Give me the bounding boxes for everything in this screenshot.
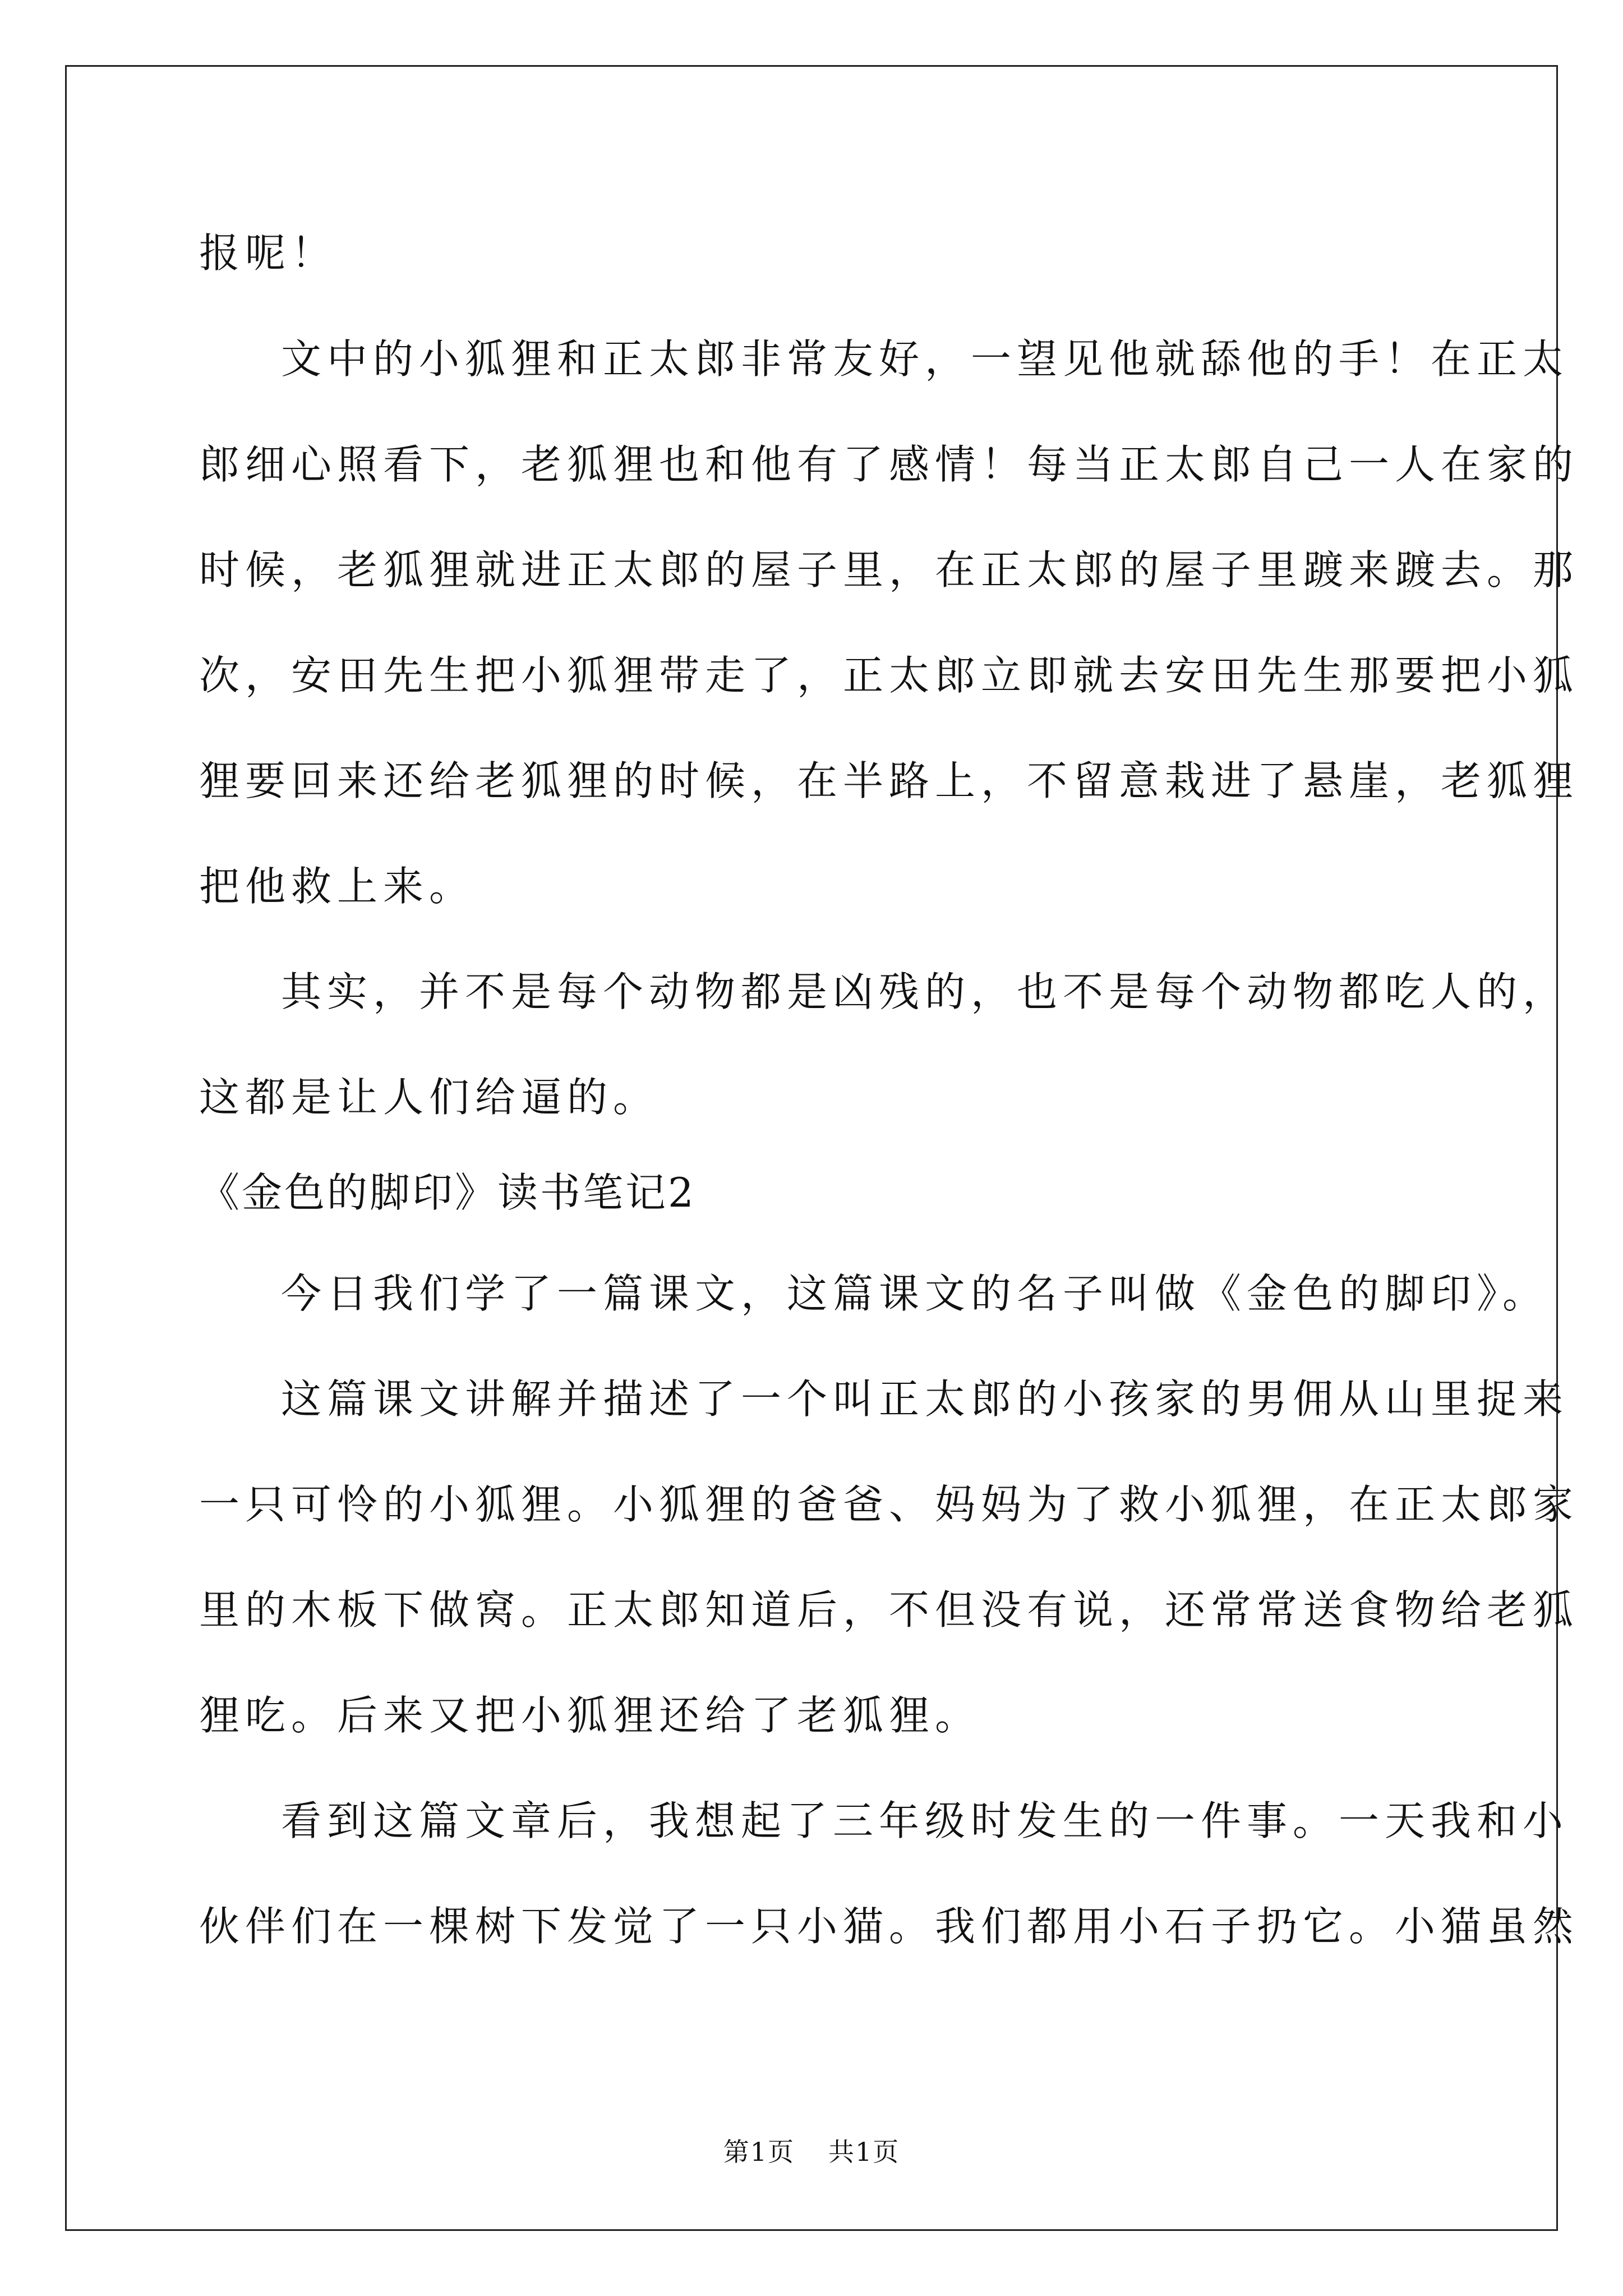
paragraph-start-line: 今日我们学了一篇课文，这篇课文的名子叫做《金色的脚印》。 [281,1270,1549,1317]
text-line: 一只可怜的小狐狸。小狐狸的爸爸、妈妈为了救小狐狸，在正太郎家 [199,1481,1579,1528]
text-line: 时候，老狐狸就进正太郎的屋子里，在正太郎的屋子里踱来踱去。那 [199,546,1579,593]
paragraph-start-line: 其实，并不是每个动物都是凶残的，也不是每个动物都吃人的， [281,968,1569,1015]
text-line: 把他救上来。 [199,863,476,910]
page-count: 共1页 [828,2137,900,2167]
text-line: 伙伴们在一棵树下发觉了一只小猫。我们都用小石子扔它。小猫虽然 [199,1903,1579,1950]
paragraph-start-line: 文中的小狐狸和正太郎非常友好，一望见他就舔他的手！在正太 [281,335,1569,383]
text-line: 报呢！ [199,229,338,277]
page-number: 第1页 [723,2137,795,2167]
paragraph-start-line: 这篇课文讲解并描述了一个叫正太郎的小孩家的男佣从山里捉来 [281,1375,1569,1423]
page-footer [0,2132,1623,2169]
text-line: 次，安田先生把小狐狸带走了，正太郎立即就去安田先生那要把小狐 [199,652,1579,699]
text-line: 里的木板下做窝。正太郎知道后，不但没有说，还常常送食物给老狐 [199,1586,1579,1634]
text-line: 狸要回来还给老狐狸的时候，在半路上，不留意栽进了悬崖，老狐狸 [199,757,1579,804]
paragraph-start-line: 看到这篇文章后，我想起了三年级时发生的一件事。一天我和小 [281,1797,1569,1844]
text-line: 狸吃。后来又把小狐狸还给了老狐狸。 [199,1692,981,1739]
section-title: 《金色的脚印》读书笔记2 [199,1169,696,1216]
text-line: 郎细心照看下，老狐狸也和他有了感情！每当正太郎自己一人在家的 [199,441,1579,488]
text-line: 这都是让人们给逼的。 [199,1074,660,1121]
